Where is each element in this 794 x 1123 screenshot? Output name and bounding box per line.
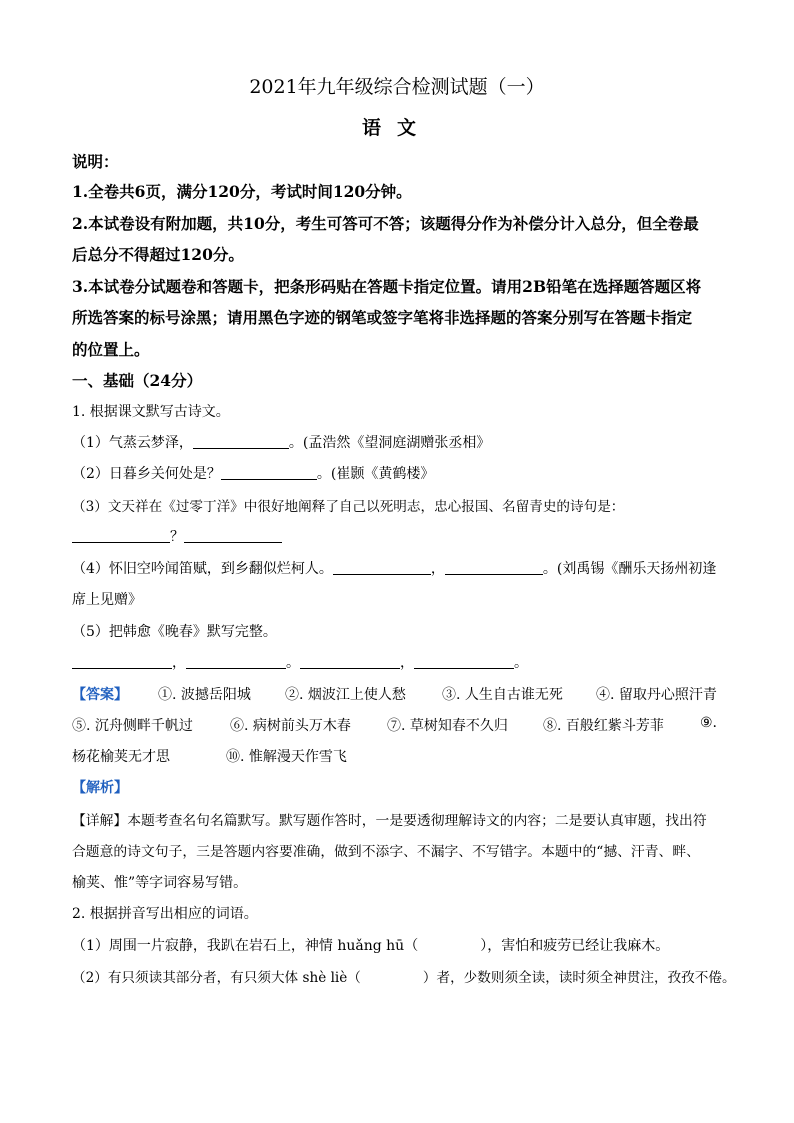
answer-item: ⑨.: [700, 715, 718, 731]
answer-item: ⑧. 百般红紫斗芳菲: [543, 718, 664, 734]
answer-blank[interactable]: [72, 528, 170, 543]
detail-line-3: 榆荚、惟”等字词容易写错。: [72, 875, 248, 891]
q1-part-5-blanks: ， 。 ， 。: [72, 652, 528, 672]
answer-blank[interactable]: [445, 560, 543, 575]
answer-item: ①. 波撼岳阳城: [158, 687, 251, 703]
q1-part-3-blanks: ？: [72, 526, 282, 546]
answer-item: ②. 烟波江上使人愁: [285, 687, 406, 703]
answer-blank[interactable]: [300, 654, 400, 669]
q2-part-2: （2）有只须读其部分者，有只须大体 shè liè（ ）者，少数则须全读，读时须全神贯注，孜孜不倦。: [72, 970, 736, 986]
answer-blank[interactable]: [186, 654, 286, 669]
note-3-line-2: 所选答案的标号涂黑；请用黑色字迹的钢笔或签字笔将非选择题的答案分别写在答题卡指定: [72, 308, 693, 327]
answer-blank[interactable]: [193, 434, 289, 449]
note-2-line-2: 后总分不得超过120分。: [72, 245, 244, 264]
q1-stem: 1. 根据课文默写古诗文。: [72, 404, 230, 420]
section-1-heading: 一、基础（24分）: [72, 371, 203, 390]
q1-part-2: （2）日暮乡关何处是？ 。(崔颢《黄鹤楼》: [72, 466, 435, 482]
q1-part-4: （4）怀旧空吟闻笛赋，到乡翻似烂柯人。 ， 。(刘禹锡《酬乐天扬州初逢: [72, 561, 717, 577]
notes-heading: 说明：: [72, 152, 119, 171]
answer-blank[interactable]: [333, 560, 431, 575]
answer-item: 杨花榆荚无才思: [72, 749, 170, 765]
answer-blank[interactable]: [72, 654, 172, 669]
note-2-line-1: 2.本试卷设有附加题，共10分，考生可答可不答；该题得分作为补偿分计入总分，但全卷最: [72, 214, 699, 233]
answer-blank[interactable]: [184, 528, 282, 543]
analysis-tag: 【解析】: [72, 780, 128, 796]
q2-stem: 2. 根据拼音写出相应的词语。: [72, 906, 258, 922]
answer-item: ⑩. 惟解漫天作雪飞: [226, 749, 347, 765]
q1-part-4-cont: 席上见赠》: [72, 592, 142, 608]
detail-line-1: 【详解】本题考查名句名篇默写。默写题作答时，一是要透彻理解诗文的内容；二是要认真审题，找出符: [72, 813, 707, 829]
answer-blank[interactable]: [221, 465, 317, 480]
answer-item: ③. 人生自古谁无死: [442, 687, 563, 703]
answer-item: ④. 留取丹心照汗青: [596, 687, 717, 703]
note-3-line-1: 3.本试卷分试题卷和答题卡，把条形码贴在答题卡指定位置。请用2B铅笔在选择题答题区将: [72, 277, 702, 296]
exam-title: 2021年九年级综合检测试题（一）: [249, 76, 545, 98]
q1-part-3: （3）文天祥在《过零丁洋》中很好地阐释了自己以死明志，忠心报国、名留青史的诗句是：: [72, 499, 625, 515]
q1-part-1: （1）气蒸云梦泽， 。(孟浩然《望洞庭湖赠张丞相》: [72, 435, 491, 451]
answer-item: ⑦. 草树知春不久归: [387, 718, 508, 734]
q1-part-5: （5）把韩愈《晚春》默写完整。: [72, 624, 277, 640]
q2-part-1: （1）周围一片寂静，我趴在岩石上，神情 huǎng hū（ ），害怕和疲劳已经让我麻木。: [72, 938, 670, 954]
answer-blank[interactable]: [414, 654, 514, 669]
note-1: 1.全卷共6页，满分120分，考试时间120分钟。: [72, 182, 412, 201]
answer-tag: 【答案】: [72, 687, 128, 703]
answer-item: ⑤. 沉舟侧畔千帆过: [72, 718, 193, 734]
subject-title: 语文: [361, 117, 432, 139]
detail-line-2: 合题意的诗文句子，三是答题内容要准确，做到不添字、不漏字、不写错字。本题中的“撼、汗青、畔、: [72, 844, 700, 860]
answer-item: ⑥. 病树前头万木春: [230, 718, 351, 734]
note-3-line-3: 的位置上。: [72, 340, 150, 359]
